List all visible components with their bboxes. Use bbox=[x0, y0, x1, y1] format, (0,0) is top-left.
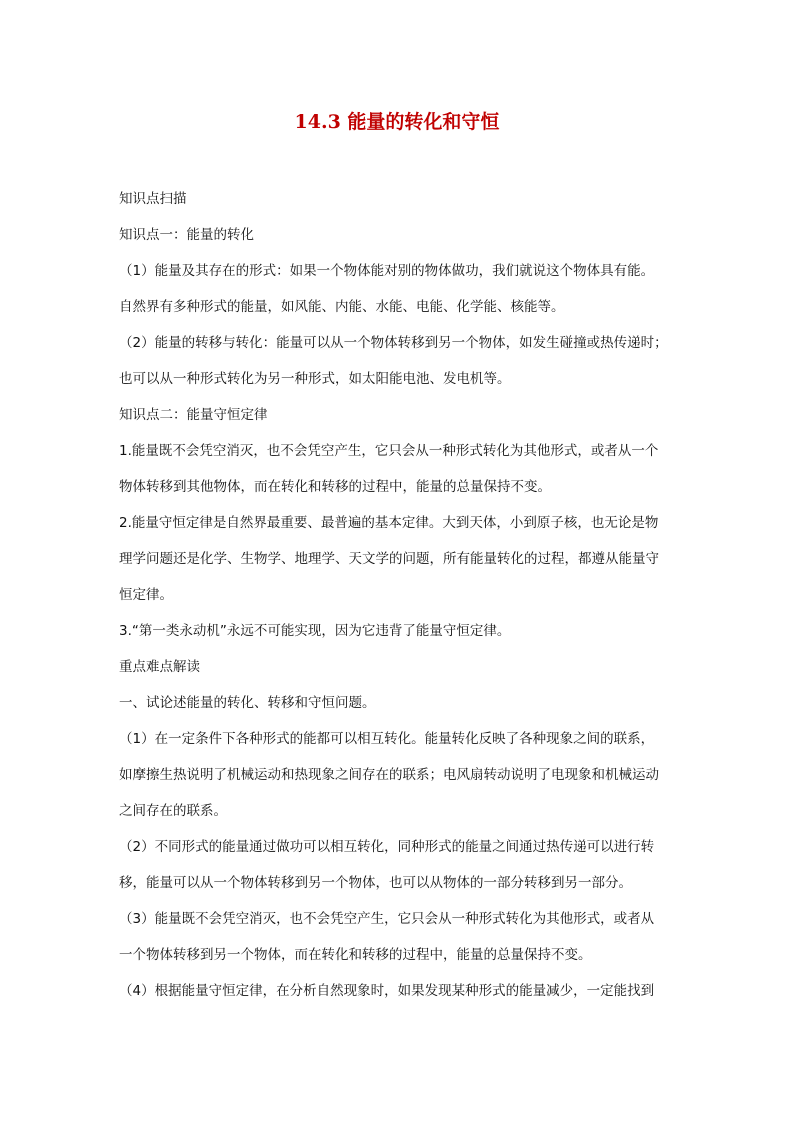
text-line: 自然界有多种形式的能量，如风能、内能、水能、电能、化学能、核能等。 bbox=[119, 299, 565, 315]
text-line: 2.能量守恒定律是自然界最重要、最普遍的基本定律。大到天体，小到原子核，也无论是物 bbox=[119, 515, 659, 531]
text-line: 知识点二：能量守恒定律 bbox=[119, 407, 268, 423]
text-line: 之间存在的联系。 bbox=[119, 803, 227, 819]
text-line: （1）在一定条件下各种形式的能都可以相互转化。能量转化反映了各种现象之间的联系， bbox=[119, 731, 655, 747]
text-line: 恒定律。 bbox=[119, 587, 173, 603]
text-line: 1.能量既不会凭空消灭，也不会凭空产生，它只会从一种形式转化为其他形式，或者从一个 bbox=[119, 443, 659, 459]
text-line: （4）根据能量守恒定律，在分析自然现象时，如果发现某种形式的能量减少，一定能找到 bbox=[119, 983, 655, 999]
text-line: 一、试论述能量的转化、转移和守恒问题。 bbox=[119, 695, 376, 711]
text-line: 也可以从一种形式转化为另一种形式，如太阳能电池、发电机等。 bbox=[119, 371, 511, 387]
text-line: （3）能量既不会凭空消灭，也不会凭空产生，它只会从一种形式转化为其他形式，或者从 bbox=[119, 911, 655, 927]
text-line: 重点难点解读 bbox=[119, 659, 200, 675]
text-line: （2）能量的转移与转化：能量可以从一个物体转移到另一个物体，如发生碰撞或热传递时； bbox=[119, 335, 668, 351]
text-line: 知识点一：能量的转化 bbox=[119, 227, 254, 243]
text-line: 理学问题还是化学、生物学、地理学、天文学的问题，所有能量转化的过程，都遵从能量守 bbox=[119, 551, 659, 567]
text-line: （1）能量及其存在的形式：如果一个物体能对别的物体做功，我们就说这个物体具有能。 bbox=[119, 263, 655, 279]
page-title: 14.3 能量的转化和守恒 bbox=[294, 111, 500, 133]
text-line: 知识点扫描 bbox=[119, 191, 187, 207]
text-line: 物体转移到其他物体，而在转化和转移的过程中，能量的总量保持不变。 bbox=[119, 479, 551, 495]
text-line: （2）不同形式的能量通过做功可以相互转化，同种形式的能量之间通过热传递可以进行转 bbox=[119, 839, 655, 855]
text-line: 一个物体转移到另一个物体，而在转化和转移的过程中，能量的总量保持不变。 bbox=[119, 947, 592, 963]
text-line: 移，能量可以从一个物体转移到另一个物体，也可以从物体的一部分转移到另一部分。 bbox=[119, 875, 632, 891]
text-line: 3.“第一类永动机”永远不可能实现，因为它违背了能量守恒定律。 bbox=[119, 623, 511, 639]
text-line: 如摩擦生热说明了机械运动和热现象之间存在的联系；电风扇转动说明了电现象和机械运动 bbox=[119, 767, 659, 783]
